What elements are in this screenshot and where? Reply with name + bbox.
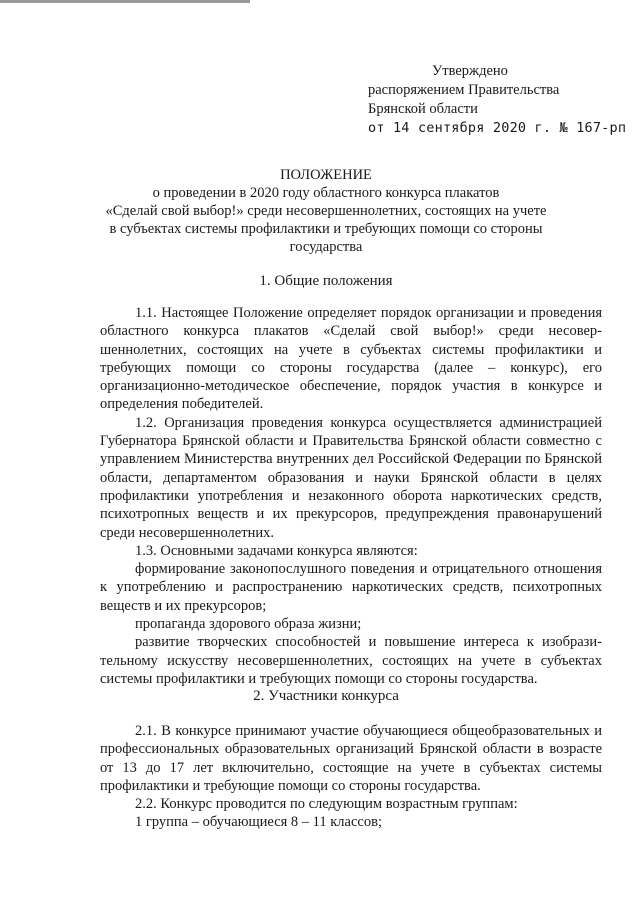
paragraph-1-2: 1.2. Организация проведения конкурса осуществляется администрацией Губернатора Брянской области и Правительства Брянской области совместно с управлением Министерства внутренних дел Российской Федерации по Брянской области, департаментом образования и науки Брянской области в целях профилактики употребления и незаконного оборота наркотических средств, психотропных веществ и их прекурсоров, предупреждения правонарушений среди несовершеннолетних. (100, 414, 602, 541)
title-line-1: о проведении в 2020 году областного конкурса плакатов (152, 185, 500, 201)
title-heading: ПОЛОЖЕНИЕ (280, 167, 372, 183)
approval-line-3: Брянской области (368, 101, 478, 117)
task-item-2: пропаганда здорового образа жизни; (135, 616, 362, 633)
task-item-3: развитие творческих способностей и повышение интереса к изобразительному искусству несовершеннолетних, состоящих на учете в субъектах системы профилактики и требующих помощи со стороны государства. (100, 634, 602, 687)
title-line-3: в субъектах системы профилактики и требующих помощи со стороны (109, 221, 543, 237)
approval-stamp (368, 62, 626, 138)
section-2-body (100, 722, 602, 832)
group-item-1: 1 группа – обучающиеся 8 – 11 классов; (135, 814, 382, 831)
section-1-heading: 1. Общие положения (259, 273, 393, 289)
approval-line-1: Утверждено (432, 63, 508, 79)
approval-date-number: от 14 сентября 2020 г. № 167-рп (368, 120, 627, 136)
paragraph-2-1: 2.1. В конкурсе принимают участие обучающиеся общеобразовательных и профессиональных образовательных организаций Брянской области в возрасте от 13 до 17 лет включительно, состоящие на учете в субъектах системы профилактики и требующие помощи со стороны государства. (100, 723, 602, 794)
paragraph-2-2: 2.2. Конкурс проводится по следующим возрастным группам: (135, 796, 518, 813)
scan-edge-artifact (0, 0, 250, 3)
title-line-2: «Сделай свой выбор!» среди несовершеннолетних, состоящих на учете (105, 203, 547, 219)
approval-line-2: распоряжением Правительства (368, 82, 560, 98)
title-line-4: государства (289, 239, 363, 255)
section-2-heading: 2. Участники конкурса (253, 688, 399, 704)
section-1-body (100, 304, 602, 688)
task-item-1: формирование законопослушного поведения и отрицательного отношения к употреблению и распространению наркотических средств, психотропных веществ и их прекурсоров; (100, 561, 602, 614)
paragraph-1-1: 1.1. Настоящее Положение определяет порядок организации и проведения областного конкурса плакатов «Сделай свой выбор!» среди несовершеннолетних, состоящих на учете в субъектах системы профилактики и требующих помощи со стороны государства (далее – конкурс), его организационно-методическое обеспечение, порядок участия в конкурсе и определения победителей. (100, 305, 602, 413)
document-title (100, 166, 552, 256)
paragraph-1-3: 1.3. Основными задачами конкурса являются: (135, 542, 418, 559)
